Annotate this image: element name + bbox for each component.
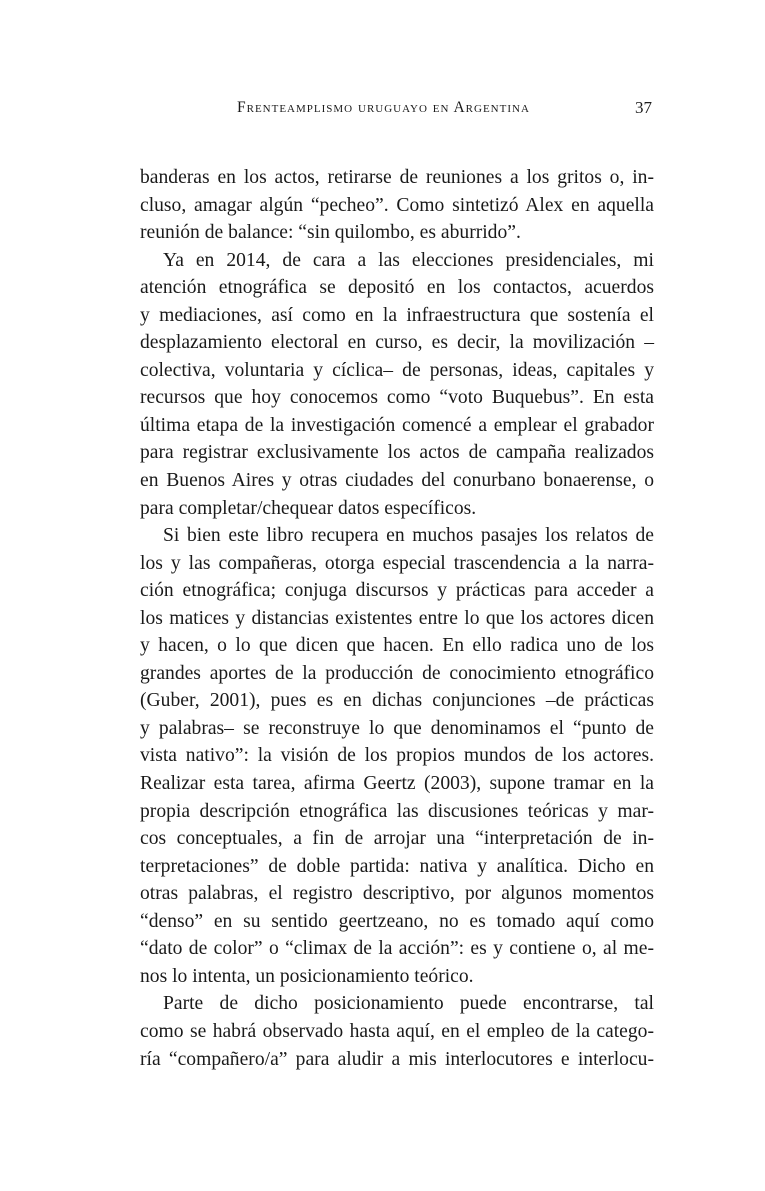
text-line: y mediaciones, así como en la infraestructura que sostenía el xyxy=(140,304,654,326)
text-line: para registrar exclusivamente los actos de campaña realizados xyxy=(140,442,654,464)
text-line: nos lo intenta, un posicionamiento teórico. xyxy=(140,965,474,987)
text-line: como se habrá observado hasta aquí, en el empleo de la catego- xyxy=(140,1020,654,1042)
text-line: Realizar esta tarea, afirma Geertz (2003), supone tramar en la xyxy=(140,773,654,795)
text-line: ción etnográfica; conjuga discursos y prácticas para acceder a xyxy=(140,580,654,602)
text-line: última etapa de la investigación comencé a emplear el grabador xyxy=(140,414,654,436)
text-line: (Guber, 2001), pues es en dichas conjunciones –de prácticas xyxy=(140,690,654,712)
text-line: recursos que hoy conocemos como “voto Buquebus”. En esta xyxy=(140,387,654,409)
text-line: atención etnográfica se depositó en los contactos, acuerdos xyxy=(140,277,654,299)
text-line: los y las compañeras, otorga especial trascendencia a la narra- xyxy=(140,552,654,574)
running-title: Frenteamplismo uruguayo en Argentina xyxy=(237,99,530,116)
text-line: “denso” en su sentido geertzeano, no es tomado aquí como xyxy=(140,910,654,932)
body-text xyxy=(140,164,654,1073)
text-line: colectiva, voluntaria y cíclica– de personas, ideas, capitales y xyxy=(140,359,654,381)
text-line: los matices y distancias existentes entre lo que los actores dicen xyxy=(140,607,654,629)
text-line: para completar/chequear datos específicos. xyxy=(140,497,477,519)
text-line: en Buenos Aires y otras ciudades del conurbano bonaerense, o xyxy=(140,470,654,492)
page-number: 37 xyxy=(635,98,652,117)
text-line: cluso, amagar algún “pecheo”. Como sintetizó Alex en aquella xyxy=(140,194,654,216)
text-line: banderas en los actos, retirarse de reuniones a los gritos o, in- xyxy=(140,167,654,188)
text-line: grandes aportes de la producción de conocimiento etnográfico xyxy=(140,662,654,684)
text-line: propia descripción etnográfica las discusiones teóricas y mar- xyxy=(140,800,654,822)
text-line: y palabras– se reconstruye lo que denominamos el “punto de xyxy=(140,717,654,739)
text-line: reunión de balance: “sin quilombo, es aburrido”. xyxy=(140,222,521,244)
text-line: terpretaciones” de doble partida: nativa y analítica. Dicho en xyxy=(140,855,654,877)
text-line: vista nativo”: la visión de los propios mundos de los actores. xyxy=(140,745,654,767)
running-header xyxy=(140,99,654,123)
text-line: Si bien este libro recupera en muchos pasajes los relatos de xyxy=(163,525,654,547)
text-line: Ya en 2014, de cara a las elecciones presidenciales, mi xyxy=(163,249,654,271)
text-line: Parte de dicho posicionamiento puede encontrarse, tal xyxy=(163,993,654,1015)
text-line: ría “compañero/a” para aludir a mis interlocutores e interlocu- xyxy=(140,1048,654,1070)
text-line: “dato de color” o “climax de la acción”: es y contiene o, al me- xyxy=(140,938,654,960)
text-line: otras palabras, el registro descriptivo, por algunos momentos xyxy=(140,883,654,905)
text-line: cos conceptuales, a fin de arrojar una “interpretación de in- xyxy=(140,828,654,850)
text-line: y hacen, o lo que dicen que hacen. En ello radica uno de los xyxy=(140,635,654,657)
text-line: desplazamiento electoral en curso, es decir, la movilización – xyxy=(140,332,654,354)
